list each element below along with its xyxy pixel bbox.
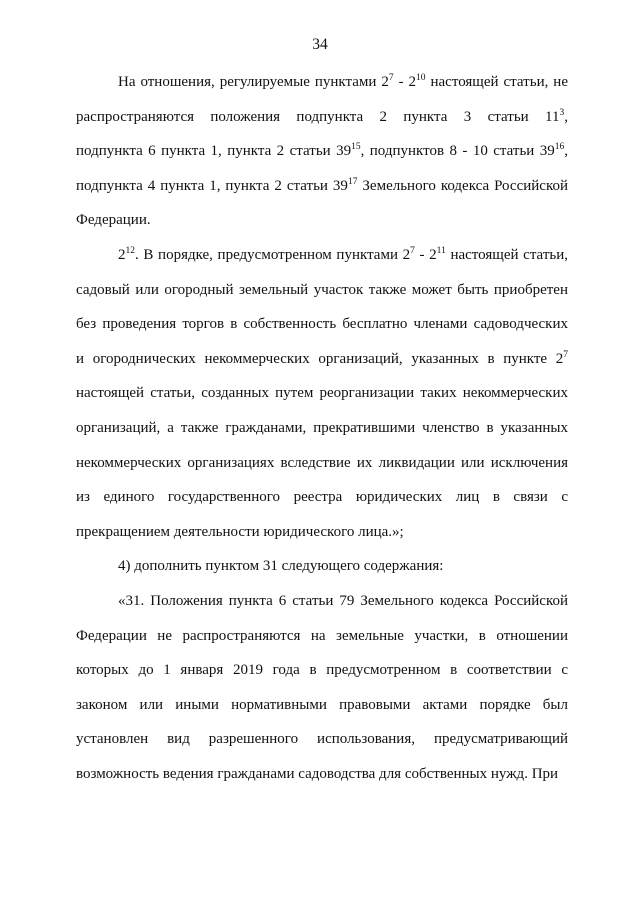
paragraph <box>76 245 568 556</box>
text-line <box>76 314 568 349</box>
text-run: Земельного кодекса Российской <box>357 177 568 194</box>
text-run: подпункта 4 пункта 1, пункта 2 статьи 39 <box>76 177 348 194</box>
superscript: 7 <box>563 349 568 360</box>
document-body <box>76 72 568 798</box>
text-run: На отношения, регулируемые пунктами 2 <box>118 74 389 90</box>
superscript: 16 <box>554 142 565 153</box>
superscript: 3 <box>559 107 565 118</box>
text-run: настоящей статьи, не <box>425 74 568 90</box>
text-line <box>76 487 568 522</box>
text-line <box>76 72 568 107</box>
text-run: распространяются положения подпункта 2 пункта 3 статьи 11 <box>76 108 560 125</box>
text-line <box>76 660 568 695</box>
text-run: , <box>564 108 568 125</box>
paragraph <box>76 556 568 591</box>
text-run: , <box>564 143 569 160</box>
text-run: 2 <box>118 246 126 263</box>
superscript: 11 <box>436 245 446 256</box>
superscript: 17 <box>347 176 358 187</box>
text-line <box>76 383 568 418</box>
superscript: 15 <box>351 142 361 153</box>
text-run: прекращением деятельности юридического лица.»; <box>76 523 404 540</box>
page-number: 34 <box>312 36 328 53</box>
text-run: возможность ведения гражданами садоводства для собственных нужд. При <box>76 765 559 782</box>
text-run: организаций, а также гражданами, прекратившими членство в указанных <box>76 419 568 436</box>
text-run: «31. Положения пункта 6 статьи 79 Земельного кодекса Российской <box>118 592 568 609</box>
text-line <box>76 418 568 453</box>
text-line <box>76 245 568 280</box>
superscript: 12 <box>125 245 135 256</box>
text-run: . В порядке, предусмотренном пунктами 2 <box>135 246 411 263</box>
text-run: из единого государственного реестра юридических лиц в связи с <box>76 489 568 506</box>
paragraph <box>76 72 568 245</box>
text-line <box>76 210 568 245</box>
text-line <box>76 522 568 557</box>
text-run: садовый или огородный земельный участок также может быть приобретен <box>76 281 568 298</box>
text-run: и огороднических некоммерческих организаций, указанных в пункте 2 <box>76 350 564 367</box>
text-line <box>76 729 568 764</box>
text-line <box>76 591 568 626</box>
text-run: которых до 1 января 2019 года в предусмотренном в соответствии с <box>76 662 568 679</box>
text-run: настоящей статьи, <box>445 246 568 263</box>
text-run: Федерации. <box>76 212 151 229</box>
text-line <box>76 453 568 488</box>
text-run: настоящей статьи, созданных путем реорганизации таких некоммерческих <box>76 385 568 402</box>
text-line <box>76 764 568 799</box>
text-run: некоммерческих организациях вследствие их ликвидации или исключения <box>76 454 568 471</box>
text-run: законом или иными нормативными правовыми актами порядке был <box>76 696 568 713</box>
superscript: 7 <box>388 73 394 83</box>
text-run: подпункта 6 пункта 1, пункта 2 статьи 39 <box>76 143 352 160</box>
text-line <box>76 107 568 142</box>
text-run: , подпунктов 8 - 10 статьи 39 <box>360 143 555 160</box>
text-line <box>76 349 568 384</box>
superscript: 10 <box>416 73 426 83</box>
text-line <box>76 626 568 661</box>
text-run: 4) дополнить пунктом 31 следующего содержания: <box>118 558 444 575</box>
text-run: без проведения торгов в собственность бесплатно членами садоводческих <box>76 316 568 333</box>
superscript: 7 <box>410 245 415 256</box>
text-line <box>76 695 568 730</box>
text-run: Федерации не распространяются на земельные участки, в отношении <box>76 627 568 644</box>
text-run: - 2 <box>393 74 417 90</box>
text-line <box>76 556 568 591</box>
paragraph <box>76 591 568 799</box>
text-line <box>76 176 568 211</box>
text-run: - 2 <box>414 246 437 263</box>
text-line <box>76 141 568 176</box>
text-line <box>76 280 568 315</box>
text-run: установлен вид разрешенного использования, предусматривающий <box>76 731 568 748</box>
